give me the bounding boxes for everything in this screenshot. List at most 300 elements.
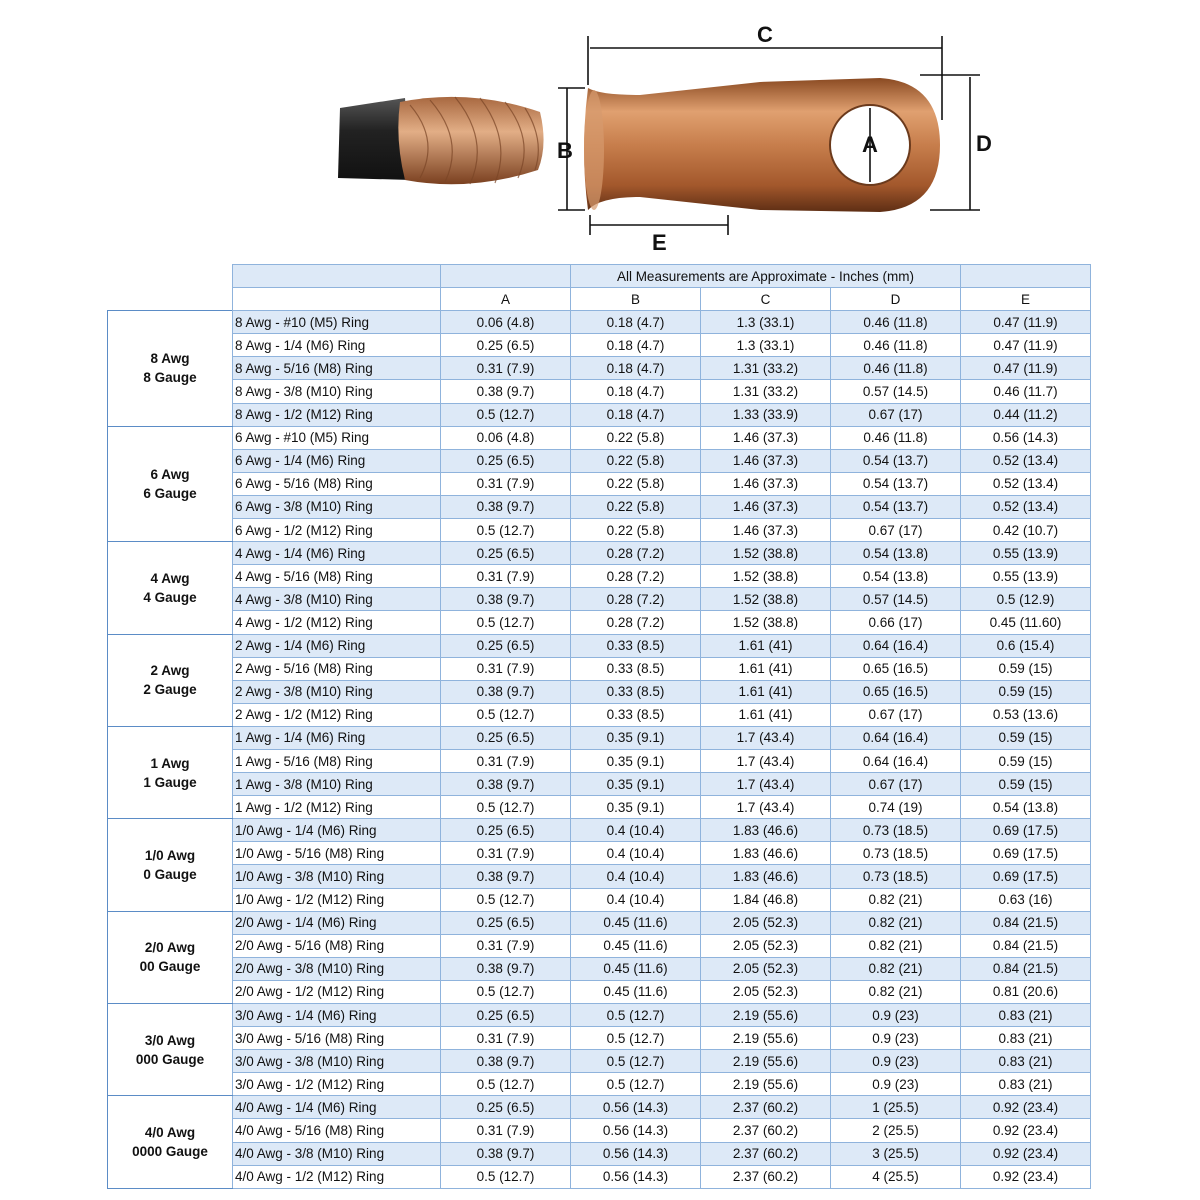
dimension-cell-b: 0.22 (5.8) xyxy=(571,495,701,518)
dimension-cell-a: 0.31 (7.9) xyxy=(441,934,571,957)
column-header-e: E xyxy=(961,288,1091,311)
gauge-label: 0 Gauge xyxy=(143,866,197,882)
lug-name-cell: 1/0 Awg - 5/16 (M8) Ring xyxy=(233,842,441,865)
dimension-cell-d: 0.64 (16.4) xyxy=(831,634,961,657)
lug-name-cell: 8 Awg - 1/4 (M6) Ring xyxy=(233,334,441,357)
lug-name-cell: 2 Awg - 1/4 (M6) Ring xyxy=(233,634,441,657)
dimension-cell-c: 1.46 (37.3) xyxy=(701,472,831,495)
table-row xyxy=(108,403,1091,426)
dimension-cell-e: 0.92 (23.4) xyxy=(961,1096,1091,1119)
lug-name-cell: 4 Awg - 3/8 (M10) Ring xyxy=(233,588,441,611)
dimension-cell-c: 1.7 (43.4) xyxy=(701,749,831,772)
dimension-cell-e: 0.47 (11.9) xyxy=(961,357,1091,380)
dimension-cell-d: 0.57 (14.5) xyxy=(831,380,961,403)
awg-label: 2 Awg xyxy=(150,663,190,679)
awg-label: 6 Awg xyxy=(150,466,190,482)
dimension-cell-b: 0.33 (8.5) xyxy=(571,657,701,680)
dimension-cell-c: 1.52 (38.8) xyxy=(701,611,831,634)
dimension-cell-d: 0.46 (11.8) xyxy=(831,357,961,380)
table-row xyxy=(108,334,1091,357)
dimension-cell-a: 0.38 (9.7) xyxy=(441,380,571,403)
dimension-cell-e: 0.83 (21) xyxy=(961,1050,1091,1073)
dimension-cell-d: 0.82 (21) xyxy=(831,934,961,957)
dimension-cell-d: 2 (25.5) xyxy=(831,1119,961,1142)
dimension-cell-c: 2.37 (60.2) xyxy=(701,1119,831,1142)
lug-name-cell: 8 Awg - 1/2 (M12) Ring xyxy=(233,403,441,426)
lug-name-cell: 3/0 Awg - 1/4 (M6) Ring xyxy=(233,1004,441,1027)
dimension-cell-b: 0.18 (4.7) xyxy=(571,403,701,426)
table-row xyxy=(108,842,1091,865)
dimension-cell-e: 0.59 (15) xyxy=(961,657,1091,680)
dimension-cell-c: 2.37 (60.2) xyxy=(701,1142,831,1165)
lug-name-cell: 4 Awg - 5/16 (M8) Ring xyxy=(233,565,441,588)
dimension-cell-b: 0.28 (7.2) xyxy=(571,565,701,588)
dimension-cell-c: 1.61 (41) xyxy=(701,657,831,680)
gauge-label: 000 Gauge xyxy=(135,1051,205,1067)
table-row xyxy=(108,495,1091,518)
gauge-group-label xyxy=(108,726,233,818)
dimension-cell-b: 0.45 (11.6) xyxy=(571,934,701,957)
table-row xyxy=(108,472,1091,495)
table-row xyxy=(108,542,1091,565)
table-row xyxy=(108,634,1091,657)
dimension-cell-a: 0.38 (9.7) xyxy=(441,865,571,888)
dimension-cell-e: 0.83 (21) xyxy=(961,1004,1091,1027)
dimension-cell-a: 0.31 (7.9) xyxy=(441,1119,571,1142)
gauge-label: 6 Gauge xyxy=(143,485,197,501)
table-row xyxy=(108,449,1091,472)
dimension-cell-b: 0.22 (5.8) xyxy=(571,472,701,495)
dimension-cell-a: 0.31 (7.9) xyxy=(441,472,571,495)
table-row xyxy=(108,957,1091,980)
lug-name-cell: 1 Awg - 1/4 (M6) Ring xyxy=(233,726,441,749)
dimension-cell-d: 0.82 (21) xyxy=(831,911,961,934)
dimension-cell-a: 0.5 (12.7) xyxy=(441,703,571,726)
table-row xyxy=(108,1050,1091,1073)
dimension-cell-e: 0.59 (15) xyxy=(961,749,1091,772)
dimension-cell-a: 0.5 (12.7) xyxy=(441,519,571,542)
dimension-cell-e: 0.42 (10.7) xyxy=(961,519,1091,542)
dimension-cell-c: 2.05 (52.3) xyxy=(701,911,831,934)
lug-name-cell: 8 Awg - 3/8 (M10) Ring xyxy=(233,380,441,403)
dimension-cell-e: 0.84 (21.5) xyxy=(961,957,1091,980)
dimension-cell-e: 0.59 (15) xyxy=(961,680,1091,703)
dimension-cell-d: 0.82 (21) xyxy=(831,888,961,911)
dimension-cell-e: 0.56 (14.3) xyxy=(961,426,1091,449)
dimension-cell-e: 0.63 (16) xyxy=(961,888,1091,911)
table-row xyxy=(108,1004,1091,1027)
dimension-cell-a: 0.38 (9.7) xyxy=(441,1050,571,1073)
dimension-cell-e: 0.47 (11.9) xyxy=(961,311,1091,334)
column-header-a: A xyxy=(441,288,571,311)
header-row-columns xyxy=(108,288,1091,311)
dimension-cell-b: 0.45 (11.6) xyxy=(571,957,701,980)
lug-name-cell: 6 Awg - #10 (M5) Ring xyxy=(233,426,441,449)
dimension-cell-a: 0.06 (4.8) xyxy=(441,311,571,334)
dimension-cell-e: 0.92 (23.4) xyxy=(961,1142,1091,1165)
dimension-cell-c: 1.52 (38.8) xyxy=(701,588,831,611)
table-row xyxy=(108,980,1091,1003)
dimension-cell-a: 0.25 (6.5) xyxy=(441,911,571,934)
table-row xyxy=(108,796,1091,819)
dimension-cell-b: 0.56 (14.3) xyxy=(571,1119,701,1142)
table-row xyxy=(108,726,1091,749)
table-row xyxy=(108,865,1091,888)
dimension-cell-d: 0.67 (17) xyxy=(831,703,961,726)
dimension-cell-d: 0.54 (13.7) xyxy=(831,495,961,518)
dimension-cell-c: 1.52 (38.8) xyxy=(701,565,831,588)
dimension-cell-a: 0.5 (12.7) xyxy=(441,611,571,634)
dimension-cell-d: 0.65 (16.5) xyxy=(831,680,961,703)
dimension-cell-c: 2.19 (55.6) xyxy=(701,1073,831,1096)
dimension-cell-b: 0.28 (7.2) xyxy=(571,588,701,611)
dimension-cell-c: 2.37 (60.2) xyxy=(701,1165,831,1188)
dimension-cell-b: 0.22 (5.8) xyxy=(571,519,701,542)
table-row xyxy=(108,657,1091,680)
table-row xyxy=(108,819,1091,842)
lug-name-cell: 1/0 Awg - 1/4 (M6) Ring xyxy=(233,819,441,842)
dimension-cell-e: 0.46 (11.7) xyxy=(961,380,1091,403)
dimension-cell-c: 2.19 (55.6) xyxy=(701,1027,831,1050)
dimension-cell-c: 1.84 (46.8) xyxy=(701,888,831,911)
dimension-cell-b: 0.45 (11.6) xyxy=(571,911,701,934)
dimension-cell-a: 0.31 (7.9) xyxy=(441,357,571,380)
table-row xyxy=(108,911,1091,934)
dimension-cell-a: 0.31 (7.9) xyxy=(441,842,571,865)
dimension-cell-a: 0.38 (9.7) xyxy=(441,773,571,796)
table-row xyxy=(108,588,1091,611)
dimension-cell-c: 1.83 (46.6) xyxy=(701,819,831,842)
dimension-cell-d: 0.65 (16.5) xyxy=(831,657,961,680)
lug-name-cell: 2/0 Awg - 5/16 (M8) Ring xyxy=(233,934,441,957)
lug-name-cell: 4/0 Awg - 1/2 (M12) Ring xyxy=(233,1165,441,1188)
dimension-cell-e: 0.81 (20.6) xyxy=(961,980,1091,1003)
table-row xyxy=(108,611,1091,634)
table-row xyxy=(108,565,1091,588)
column-header-b: B xyxy=(571,288,701,311)
dimension-cell-d: 3 (25.5) xyxy=(831,1142,961,1165)
dimension-cell-d: 0.73 (18.5) xyxy=(831,842,961,865)
dimension-cell-b: 0.28 (7.2) xyxy=(571,611,701,634)
table-row xyxy=(108,311,1091,334)
cable-lug-diagram xyxy=(0,0,1200,262)
lug-name-cell: 2 Awg - 5/16 (M8) Ring xyxy=(233,657,441,680)
dimension-cell-d: 0.46 (11.8) xyxy=(831,334,961,357)
dimension-cell-b: 0.4 (10.4) xyxy=(571,842,701,865)
dimension-cell-c: 1.46 (37.3) xyxy=(701,426,831,449)
dimension-cell-a: 0.5 (12.7) xyxy=(441,1073,571,1096)
table-row xyxy=(108,1096,1091,1119)
dimension-cell-d: 0.46 (11.8) xyxy=(831,426,961,449)
dimension-cell-c: 1.3 (33.1) xyxy=(701,334,831,357)
dimension-cell-e: 0.52 (13.4) xyxy=(961,449,1091,472)
dimension-cell-d: 0.74 (19) xyxy=(831,796,961,819)
dimension-cell-d: 0.9 (23) xyxy=(831,1027,961,1050)
awg-label: 1/0 Awg xyxy=(144,847,196,863)
dimension-cell-b: 0.45 (11.6) xyxy=(571,980,701,1003)
dimension-cell-a: 0.31 (7.9) xyxy=(441,749,571,772)
dimension-cell-b: 0.35 (9.1) xyxy=(571,726,701,749)
table-row xyxy=(108,1142,1091,1165)
dimension-cell-e: 0.83 (21) xyxy=(961,1073,1091,1096)
dimension-cell-d: 0.64 (16.4) xyxy=(831,726,961,749)
dimension-cell-a: 0.5 (12.7) xyxy=(441,403,571,426)
dimension-cell-e: 0.59 (15) xyxy=(961,726,1091,749)
dimension-cell-a: 0.25 (6.5) xyxy=(441,819,571,842)
dimension-cell-d: 0.67 (17) xyxy=(831,403,961,426)
table-row xyxy=(108,888,1091,911)
dimension-cell-e: 0.44 (11.2) xyxy=(961,403,1091,426)
gauge-group-label xyxy=(108,819,233,911)
lug-name-cell: 3/0 Awg - 1/2 (M12) Ring xyxy=(233,1073,441,1096)
gauge-group-label xyxy=(108,911,233,1003)
dimension-cell-b: 0.4 (10.4) xyxy=(571,819,701,842)
label-a: A xyxy=(862,132,878,157)
dimension-cell-d: 0.9 (23) xyxy=(831,1073,961,1096)
dimension-cell-c: 1.61 (41) xyxy=(701,680,831,703)
cable xyxy=(338,97,544,184)
dimension-cell-a: 0.38 (9.7) xyxy=(441,1142,571,1165)
dimension-cell-e: 0.69 (17.5) xyxy=(961,819,1091,842)
column-header-d: D xyxy=(831,288,961,311)
dimension-cell-b: 0.35 (9.1) xyxy=(571,749,701,772)
table-caption: All Measurements are Approximate - Inches (mm) xyxy=(571,265,961,288)
gauge-group-label xyxy=(108,426,233,541)
label-c: C xyxy=(757,22,773,47)
dimension-cell-c: 1.7 (43.4) xyxy=(701,796,831,819)
table-row xyxy=(108,703,1091,726)
dimension-cell-c: 1.33 (33.9) xyxy=(701,403,831,426)
dimension-cell-e: 0.69 (17.5) xyxy=(961,842,1091,865)
dimension-cell-a: 0.38 (9.7) xyxy=(441,588,571,611)
dimension-cell-c: 1.61 (41) xyxy=(701,703,831,726)
lug-dimensions-table xyxy=(107,264,1091,1189)
table-row xyxy=(108,934,1091,957)
awg-label: 4/0 Awg xyxy=(144,1125,196,1141)
dimension-cell-d: 0.9 (23) xyxy=(831,1050,961,1073)
dimension-cell-d: 0.73 (18.5) xyxy=(831,819,961,842)
gauge-label: 8 Gauge xyxy=(143,370,197,386)
dimension-cell-c: 1.3 (33.1) xyxy=(701,311,831,334)
dimension-cell-a: 0.31 (7.9) xyxy=(441,1027,571,1050)
dimension-cell-d: 0.46 (11.8) xyxy=(831,311,961,334)
label-d: D xyxy=(976,131,992,156)
dimension-cell-c: 1.46 (37.3) xyxy=(701,449,831,472)
lug-name-cell: 1 Awg - 5/16 (M8) Ring xyxy=(233,749,441,772)
dimension-cell-a: 0.38 (9.7) xyxy=(441,680,571,703)
dimension-cell-b: 0.35 (9.1) xyxy=(571,773,701,796)
dimension-cell-a: 0.5 (12.7) xyxy=(441,980,571,1003)
dimension-cell-b: 0.33 (8.5) xyxy=(571,634,701,657)
lug-name-cell: 6 Awg - 1/2 (M12) Ring xyxy=(233,519,441,542)
dimension-cell-b: 0.5 (12.7) xyxy=(571,1073,701,1096)
lug-name-cell: 2/0 Awg - 1/4 (M6) Ring xyxy=(233,911,441,934)
table-row xyxy=(108,749,1091,772)
lug-name-cell: 2/0 Awg - 3/8 (M10) Ring xyxy=(233,957,441,980)
label-b: B xyxy=(557,138,573,163)
dimension-cell-a: 0.25 (6.5) xyxy=(441,634,571,657)
dimension-cell-b: 0.4 (10.4) xyxy=(571,888,701,911)
dimension-cell-b: 0.35 (9.1) xyxy=(571,796,701,819)
lug-name-cell: 4/0 Awg - 5/16 (M8) Ring xyxy=(233,1119,441,1142)
dimension-cell-e: 0.55 (13.9) xyxy=(961,542,1091,565)
label-e: E xyxy=(652,230,667,255)
dimension-cell-a: 0.25 (6.5) xyxy=(441,726,571,749)
dimension-cell-b: 0.22 (5.8) xyxy=(571,449,701,472)
dimension-cell-c: 2.19 (55.6) xyxy=(701,1004,831,1027)
header-row-caption xyxy=(108,265,1091,288)
lug-name-cell: 8 Awg - #10 (M5) Ring xyxy=(233,311,441,334)
dimension-cell-d: 0.66 (17) xyxy=(831,611,961,634)
table-row xyxy=(108,426,1091,449)
lug-name-cell: 6 Awg - 5/16 (M8) Ring xyxy=(233,472,441,495)
table-row xyxy=(108,773,1091,796)
awg-label: 1 Awg xyxy=(150,755,190,771)
dimension-cell-a: 0.5 (12.7) xyxy=(441,796,571,819)
dimension-cell-d: 0.67 (17) xyxy=(831,773,961,796)
dimension-cell-a: 0.25 (6.5) xyxy=(441,449,571,472)
dimension-cell-b: 0.18 (4.7) xyxy=(571,311,701,334)
dimension-cell-d: 0.54 (13.8) xyxy=(831,542,961,565)
ring-lug xyxy=(584,78,940,212)
lug-name-cell: 4/0 Awg - 3/8 (M10) Ring xyxy=(233,1142,441,1165)
dimension-cell-b: 0.56 (14.3) xyxy=(571,1165,701,1188)
gauge-label: 0000 Gauge xyxy=(132,1144,208,1160)
dimension-cell-d: 0.82 (21) xyxy=(831,980,961,1003)
lug-name-cell: 6 Awg - 3/8 (M10) Ring xyxy=(233,495,441,518)
dimension-cell-c: 1.7 (43.4) xyxy=(701,773,831,796)
lug-name-cell: 1/0 Awg - 3/8 (M10) Ring xyxy=(233,865,441,888)
dimension-cell-c: 1.7 (43.4) xyxy=(701,726,831,749)
dimension-cell-c: 1.83 (46.6) xyxy=(701,865,831,888)
dimension-cell-e: 0.69 (17.5) xyxy=(961,865,1091,888)
lug-name-cell: 8 Awg - 5/16 (M8) Ring xyxy=(233,357,441,380)
table-row xyxy=(108,1027,1091,1050)
table-row xyxy=(108,357,1091,380)
dimension-cell-a: 0.5 (12.7) xyxy=(441,1165,571,1188)
dimension-cell-a: 0.5 (12.7) xyxy=(441,888,571,911)
column-header-c: C xyxy=(701,288,831,311)
gauge-group-label xyxy=(108,311,233,426)
dimension-cell-b: 0.18 (4.7) xyxy=(571,380,701,403)
dimension-cell-c: 2.05 (52.3) xyxy=(701,934,831,957)
dimension-cell-e: 0.92 (23.4) xyxy=(961,1119,1091,1142)
gauge-label: 1 Gauge xyxy=(143,774,197,790)
dimension-cell-d: 1 (25.5) xyxy=(831,1096,961,1119)
dimension-cell-e: 0.47 (11.9) xyxy=(961,334,1091,357)
dimension-cell-c: 1.31 (33.2) xyxy=(701,357,831,380)
dimension-cell-d: 0.67 (17) xyxy=(831,519,961,542)
lug-name-cell: 2/0 Awg - 1/2 (M12) Ring xyxy=(233,980,441,1003)
dimension-cell-c: 1.46 (37.3) xyxy=(701,495,831,518)
gauge-label: 00 Gauge xyxy=(139,959,201,975)
dimension-cell-b: 0.18 (4.7) xyxy=(571,334,701,357)
lug-name-cell: 1 Awg - 1/2 (M12) Ring xyxy=(233,796,441,819)
gauge-group-label xyxy=(108,1096,233,1188)
dimension-cell-b: 0.28 (7.2) xyxy=(571,542,701,565)
dimension-cell-e: 0.53 (13.6) xyxy=(961,703,1091,726)
dimension-cell-d: 0.54 (13.7) xyxy=(831,449,961,472)
dimension-cell-d: 0.54 (13.7) xyxy=(831,472,961,495)
dimension-cell-a: 0.31 (7.9) xyxy=(441,657,571,680)
gauge-label: 2 Gauge xyxy=(143,682,197,698)
dimension-cell-d: 0.64 (16.4) xyxy=(831,749,961,772)
gauge-group-label xyxy=(108,1004,233,1096)
awg-label: 8 Awg xyxy=(150,351,190,367)
dimension-cell-a: 0.31 (7.9) xyxy=(441,565,571,588)
lug-name-cell: 2 Awg - 1/2 (M12) Ring xyxy=(233,703,441,726)
dimension-cell-d: 4 (25.5) xyxy=(831,1165,961,1188)
dimension-cell-e: 0.52 (13.4) xyxy=(961,495,1091,518)
dimension-cell-e: 0.5 (12.9) xyxy=(961,588,1091,611)
dimension-cell-b: 0.22 (5.8) xyxy=(571,426,701,449)
dimension-cell-e: 0.6 (15.4) xyxy=(961,634,1091,657)
dimension-cell-b: 0.56 (14.3) xyxy=(571,1096,701,1119)
dimension-cell-b: 0.18 (4.7) xyxy=(571,357,701,380)
dimension-cell-c: 2.37 (60.2) xyxy=(701,1096,831,1119)
lug-name-cell: 4 Awg - 1/4 (M6) Ring xyxy=(233,542,441,565)
awg-label: 2/0 Awg xyxy=(144,940,196,956)
dimension-cell-e: 0.84 (21.5) xyxy=(961,934,1091,957)
dimension-cell-c: 1.31 (33.2) xyxy=(701,380,831,403)
table-row xyxy=(108,1119,1091,1142)
dimension-cell-b: 0.33 (8.5) xyxy=(571,680,701,703)
lug-name-cell: 3/0 Awg - 5/16 (M8) Ring xyxy=(233,1027,441,1050)
dimension-cell-b: 0.56 (14.3) xyxy=(571,1142,701,1165)
dimension-cell-a: 0.25 (6.5) xyxy=(441,1004,571,1027)
table-row xyxy=(108,519,1091,542)
dimension-cell-b: 0.5 (12.7) xyxy=(571,1027,701,1050)
dimension-cell-d: 0.57 (14.5) xyxy=(831,588,961,611)
dimension-cell-e: 0.52 (13.4) xyxy=(961,472,1091,495)
gauge-label: 4 Gauge xyxy=(143,589,197,605)
dimension-cell-e: 0.83 (21) xyxy=(961,1027,1091,1050)
table-row xyxy=(108,680,1091,703)
dimension-cell-d: 0.73 (18.5) xyxy=(831,865,961,888)
lug-name-cell: 4/0 Awg - 1/4 (M6) Ring xyxy=(233,1096,441,1119)
dimension-cell-b: 0.33 (8.5) xyxy=(571,703,701,726)
awg-label: 4 Awg xyxy=(150,570,190,586)
dimension-cell-b: 0.5 (12.7) xyxy=(571,1004,701,1027)
dimension-cell-a: 0.38 (9.7) xyxy=(441,957,571,980)
dimension-cell-e: 0.45 (11.60) xyxy=(961,611,1091,634)
dimension-cell-a: 0.25 (6.5) xyxy=(441,1096,571,1119)
lug-name-cell: 3/0 Awg - 3/8 (M10) Ring xyxy=(233,1050,441,1073)
dimension-cell-b: 0.5 (12.7) xyxy=(571,1050,701,1073)
dimension-cell-a: 0.25 (6.5) xyxy=(441,334,571,357)
dimension-cell-c: 1.61 (41) xyxy=(701,634,831,657)
lug-name-cell: 6 Awg - 1/4 (M6) Ring xyxy=(233,449,441,472)
table-row xyxy=(108,1165,1091,1188)
dimension-cell-d: 0.54 (13.8) xyxy=(831,565,961,588)
table-row xyxy=(108,1073,1091,1096)
dimension-cell-a: 0.06 (4.8) xyxy=(441,426,571,449)
dimension-cell-c: 1.52 (38.8) xyxy=(701,542,831,565)
table-row xyxy=(108,380,1091,403)
gauge-group-label xyxy=(108,542,233,634)
dimension-cell-e: 0.54 (13.8) xyxy=(961,796,1091,819)
dimension-cell-d: 0.82 (21) xyxy=(831,957,961,980)
gauge-group-label xyxy=(108,634,233,726)
dimension-cell-c: 1.83 (46.6) xyxy=(701,842,831,865)
dimension-cell-c: 2.05 (52.3) xyxy=(701,980,831,1003)
lug-name-cell: 2 Awg - 3/8 (M10) Ring xyxy=(233,680,441,703)
lug-name-cell: 4 Awg - 1/2 (M12) Ring xyxy=(233,611,441,634)
dimension-cell-c: 1.46 (37.3) xyxy=(701,519,831,542)
dimension-cell-e: 0.84 (21.5) xyxy=(961,911,1091,934)
dimension-cell-e: 0.59 (15) xyxy=(961,773,1091,796)
lug-name-cell: 1 Awg - 3/8 (M10) Ring xyxy=(233,773,441,796)
